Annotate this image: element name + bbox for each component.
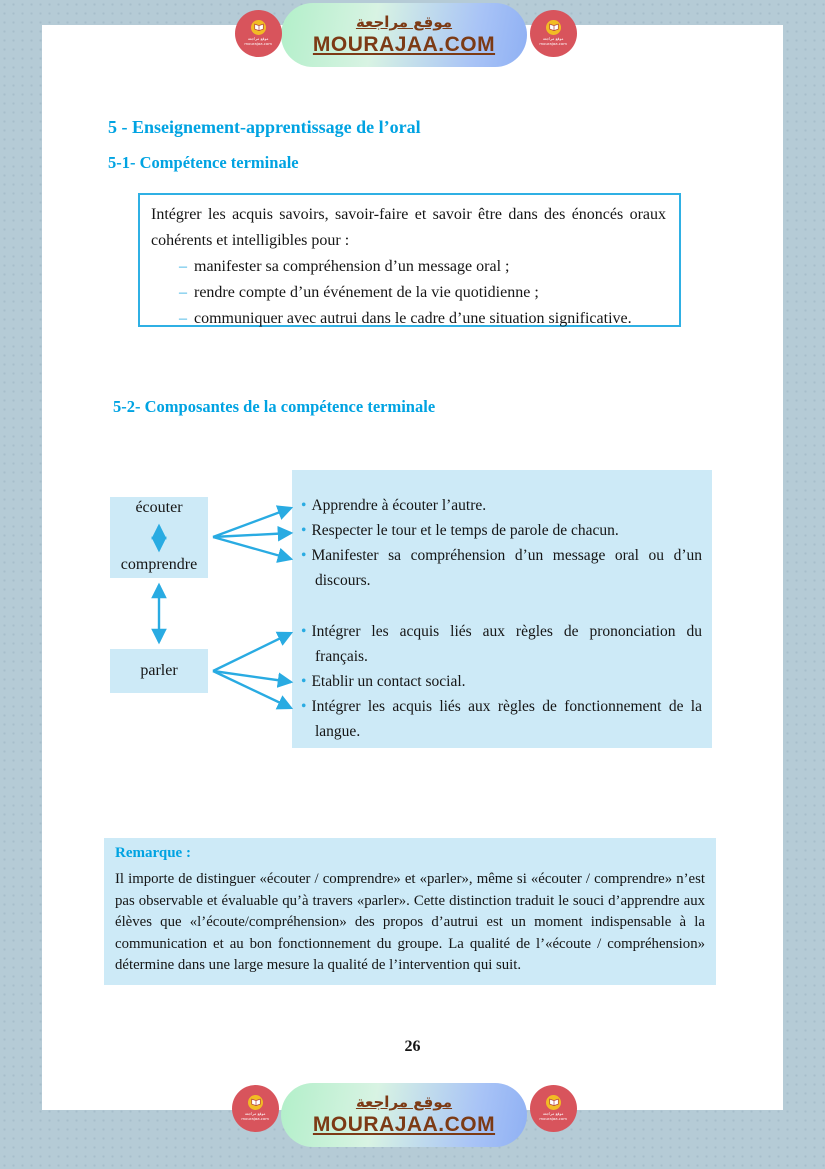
page-number: 26 (404, 1038, 421, 1055)
logo-text-latin: mourajaa.com (539, 1117, 568, 1122)
footer-site-name-arabic: موقع مراجعة (355, 1093, 453, 1111)
node-ecouter-comprendre (110, 497, 208, 578)
list-item (301, 493, 702, 518)
logo-text-latin: mourajaa.com (244, 42, 273, 47)
logo-text-arabic: موقع مراجعة (248, 36, 269, 42)
competence-item: manifester sa compréhension d’un message oral ; (194, 258, 510, 275)
list-item (301, 619, 702, 669)
diagram-item: Manifester sa compréhension d’un message oral ou d’un discours. (311, 547, 702, 589)
header-site-name-arabic: موقع مراجعة (355, 13, 453, 31)
page-sheet (42, 25, 783, 1110)
book-icon (546, 1095, 561, 1110)
node-label-ecouter: écouter (135, 499, 183, 516)
book-icon (251, 20, 266, 35)
diagram-bullet-panel (292, 470, 712, 748)
subsection-title-composantes: 5-2- Composantes de la compétence terminale (113, 397, 436, 416)
bullet-marker: • (301, 522, 307, 539)
diagram-item: Etablir un contact social. (311, 673, 466, 690)
diagram-item: Respecter le tour et le temps de parole de chacun. (311, 522, 619, 539)
subsection-title-competence-terminale: 5-1- Compétence terminale (108, 153, 299, 172)
logo-text-latin: mourajaa.com (539, 42, 568, 47)
list-item (301, 694, 702, 744)
speak-bullet-group (292, 619, 712, 744)
dash-marker: – (179, 310, 187, 327)
competence-list (151, 254, 666, 332)
diagram-item: Apprendre à écouter l’autre. (311, 497, 487, 514)
logo-text-arabic: موقع مراجعة (245, 1111, 266, 1117)
competence-item: rendre compte d’un événement de la vie quotidienne ; (194, 284, 539, 301)
footer-logo-left (232, 1085, 279, 1132)
list-item (301, 518, 702, 543)
list-item (151, 280, 666, 306)
section-title-oral-teaching: 5 - Enseignement-apprentissage de l’oral (108, 117, 421, 137)
header-banner[interactable] (281, 3, 527, 67)
remark-body: Il importe de distinguer «écouter / comprendre» et «parler», même si «écouter / comprendre» n’est pas observable et évaluable qu’à travers «parler». Cette distinction traduit le souci d’apprendre aux élèves que «l’écoute/compréhension» des propos d’autrui est un moment indispensable à la communication et au bon fonctionnement du groupe. La qualité de l’«écoute / compréhension» détermine dans une large mesure la qualité de l’intervention qui suit. (115, 871, 705, 974)
book-icon (546, 20, 561, 35)
logo-text-arabic: موقع مراجعة (543, 36, 564, 42)
bullet-marker: • (301, 497, 307, 514)
logo-text-arabic: موقع مراجعة (543, 1111, 564, 1117)
footer-site-name-link[interactable]: MOURAJAA.COM (312, 1113, 496, 1136)
list-item (301, 543, 702, 593)
header-site-name-link[interactable]: MOURAJAA.COM (312, 33, 496, 56)
list-item (301, 669, 702, 694)
bullet-marker: • (301, 547, 307, 564)
footer-banner[interactable] (281, 1083, 527, 1147)
dash-marker: – (179, 284, 187, 301)
bullet-marker: • (301, 673, 307, 690)
competence-intro: Intégrer les acquis savoirs, savoir-faire et savoir être dans des énoncés oraux cohérents et intelligibles pour : (151, 206, 666, 249)
header-logo-right (530, 10, 577, 57)
bullet-marker: • (301, 698, 307, 715)
node-label-parler: parler (140, 662, 178, 679)
remark-box (104, 838, 716, 985)
dash-marker: – (179, 258, 187, 275)
node-parler (110, 649, 208, 693)
footer-logo-right (530, 1085, 577, 1132)
node-label-comprendre: comprendre (120, 556, 198, 573)
list-item (151, 306, 666, 332)
header-logo-left (235, 10, 282, 57)
diagram-item: Intégrer les acquis liés aux règles de fonctionnement de la langue. (311, 698, 702, 740)
listen-bullet-group (292, 493, 712, 593)
bullet-marker: • (301, 623, 307, 640)
list-item (151, 254, 666, 280)
diagram-item: Intégrer les acquis liés aux règles de prononciation du français. (311, 623, 702, 665)
competence-item: communiquer avec autrui dans le cadre d’une situation significative. (194, 310, 632, 327)
book-icon (248, 1095, 263, 1110)
logo-text-latin: mourajaa.com (241, 1117, 270, 1122)
remark-heading: Remarque : (115, 845, 191, 861)
competence-box (138, 193, 681, 327)
